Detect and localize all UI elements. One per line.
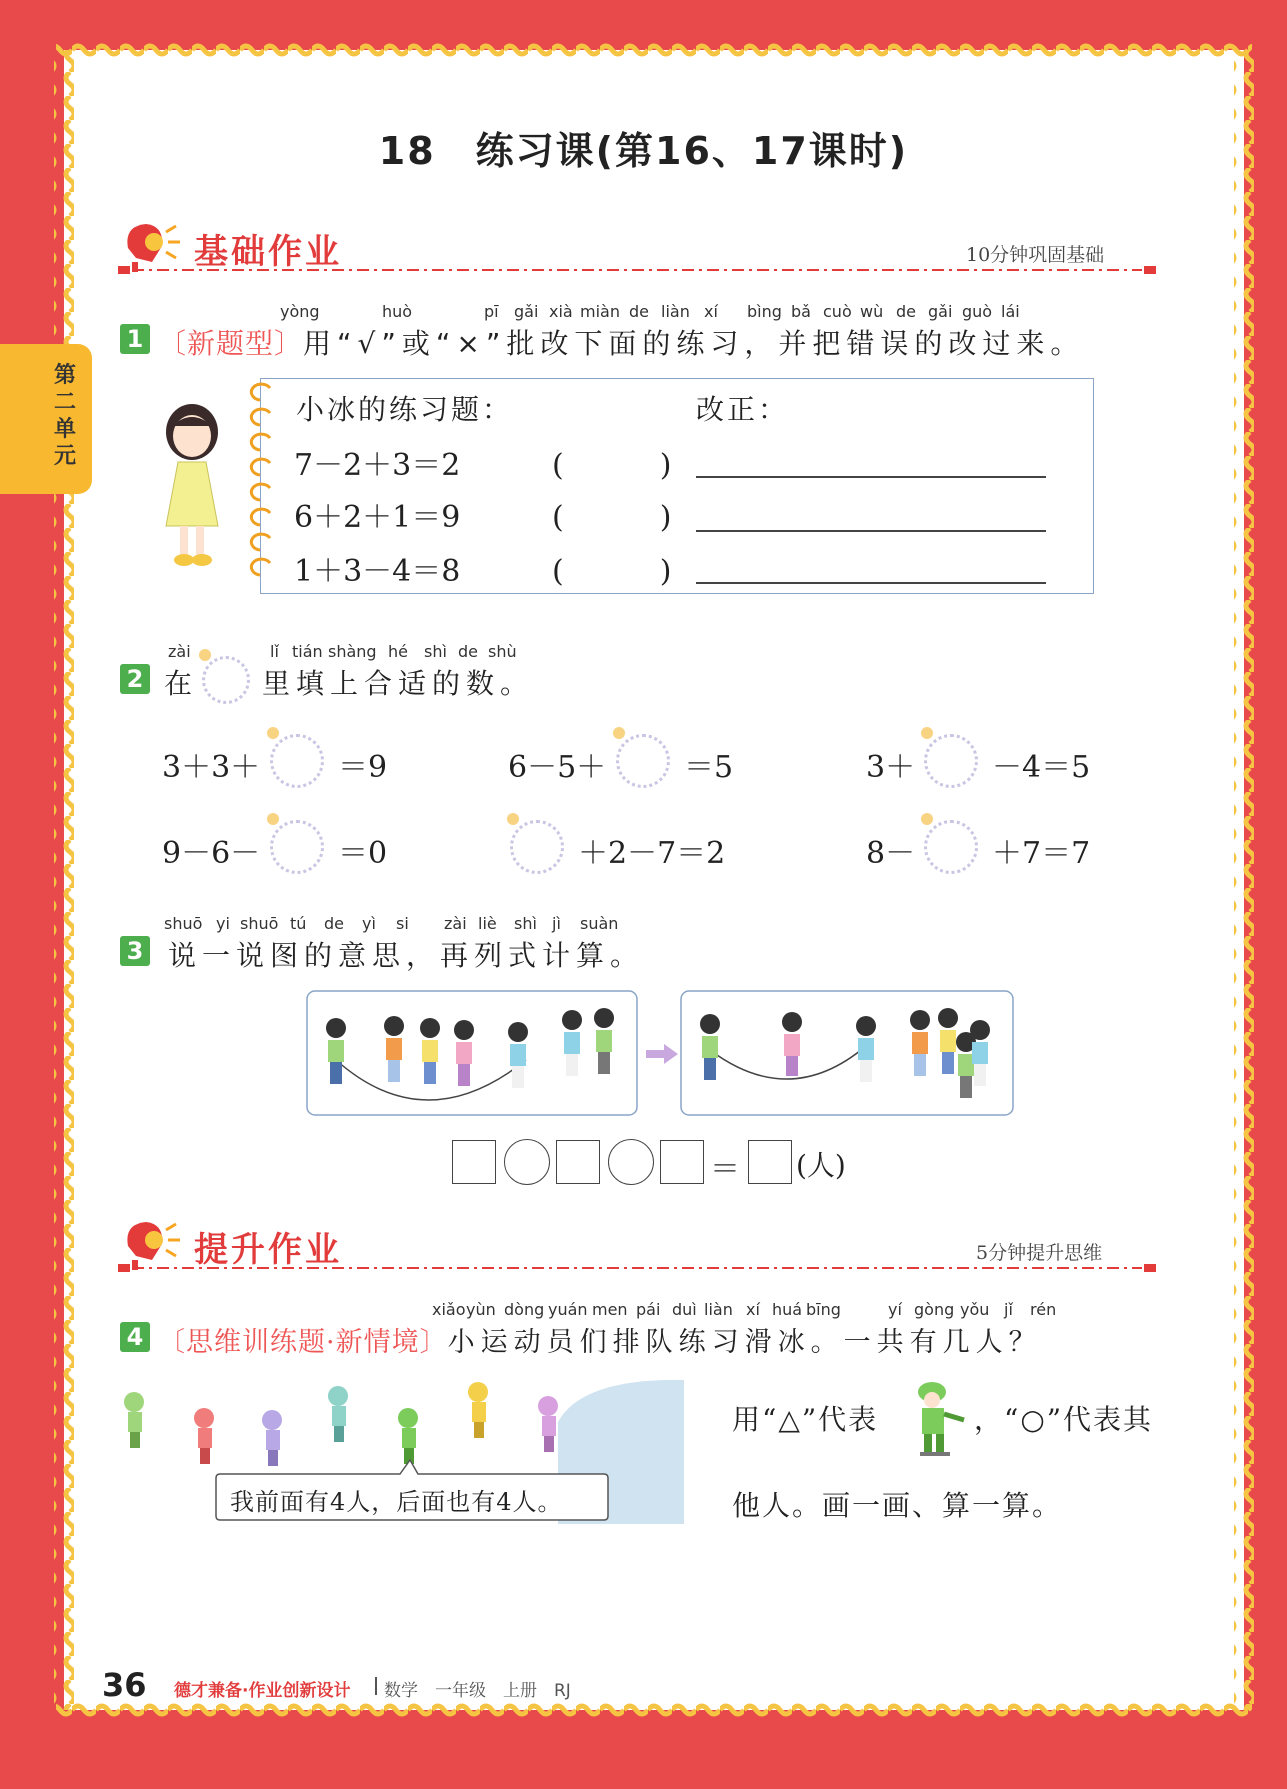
pinyin-yi: yi xyxy=(216,914,230,933)
pinyin-lai: lái xyxy=(1001,302,1020,321)
pinyin-tu: tú xyxy=(290,914,307,933)
question-body: 用“√”或“×”批改下面的练习，并把错误的改过来。 xyxy=(303,327,1085,360)
question-body: 小运动员们排队练习滑冰。一共有几人？ xyxy=(447,1327,1042,1358)
operator-circle-2[interactable] xyxy=(608,1139,654,1185)
hint-text-part1: 用“△”代表 xyxy=(732,1403,879,1436)
pinyin-xia: xià xyxy=(549,302,573,321)
section-divider xyxy=(118,264,1160,276)
check-paren-3[interactable]: ( ) xyxy=(552,554,684,589)
equation-right-4: ＝0 xyxy=(338,836,388,871)
equation-left-6: 8－ xyxy=(866,836,916,871)
pinyin-gai: gǎi xyxy=(514,302,539,321)
jump-rope-picture-before xyxy=(306,990,638,1116)
pinyin-shuo: shuō xyxy=(164,914,203,933)
pinyin-li: lǐ xyxy=(270,642,279,661)
unit-tab-label: 第二单元 xyxy=(54,363,77,469)
pinyin-zai: zài xyxy=(168,642,191,661)
lesson-title: 18 练习课(第16、17课时) xyxy=(378,129,909,173)
jump-rope-picture-after xyxy=(680,990,1014,1116)
pinyin-you: yǒu xyxy=(960,1300,990,1319)
card-title: 小冰的练习题： xyxy=(296,393,514,426)
pinyin-gong: gòng xyxy=(914,1300,955,1319)
check-paren-1[interactable]: ( ) xyxy=(552,448,684,483)
pinyin-lie: liè xyxy=(478,914,497,933)
answer-circle-5[interactable] xyxy=(510,820,564,874)
pinyin-cuo: cuò xyxy=(823,302,852,321)
pinyin-he: hé xyxy=(388,642,408,661)
question-number: 3 xyxy=(120,936,150,966)
pinyin-huo: huò xyxy=(382,302,413,321)
pinyin-lian: liàn xyxy=(704,1300,733,1319)
pinyin-de: de xyxy=(324,914,344,933)
pinyin-ji: jǐ xyxy=(1004,1300,1013,1319)
check-paren-2[interactable]: ( ) xyxy=(552,500,684,535)
equals-sign: ＝ xyxy=(710,1152,740,1187)
correction-line-1[interactable] xyxy=(696,476,1046,478)
footer-divider xyxy=(375,1677,377,1695)
pinyin-ji: jì xyxy=(552,914,561,933)
practice-expression-2: 6＋2＋1＝9 xyxy=(294,500,461,535)
answer-circle-1[interactable] xyxy=(270,734,324,788)
pinyin-tian: tián xyxy=(292,642,323,661)
question-tag: 〔思维训练题·新情境〕 xyxy=(158,1327,448,1358)
equation-right-6: ＋7＝7 xyxy=(992,836,1091,871)
answer-circle-4[interactable] xyxy=(270,820,324,874)
operator-circle-1[interactable] xyxy=(504,1139,550,1185)
question-number: 1 xyxy=(120,324,150,354)
pinyin-yong: yòng xyxy=(280,302,320,321)
pinyin-pai: pái xyxy=(636,1300,661,1319)
equation-right-3: －4＝5 xyxy=(992,750,1091,785)
pinyin-dong: dòng xyxy=(504,1300,545,1319)
pinyin-suan: suàn xyxy=(580,914,619,933)
hint-text-line2: 他人。画一画、算一算。 xyxy=(732,1489,1063,1522)
answer-box-result[interactable] xyxy=(748,1140,792,1184)
pinyin-men: men xyxy=(592,1300,628,1319)
question-text xyxy=(158,322,1084,362)
pinyin-bing: bīng xyxy=(806,1300,841,1319)
pinyin-si: si xyxy=(396,914,409,933)
question-text-after: 里填上合适的数。 xyxy=(262,667,535,700)
answer-circle-2[interactable] xyxy=(616,734,670,788)
answer-circle-6[interactable] xyxy=(924,820,978,874)
pinyin-ba: bǎ xyxy=(791,302,811,321)
pinyin-wu: wù xyxy=(860,302,884,321)
correction-line-3[interactable] xyxy=(696,582,1046,584)
pinyin-xiao: xiǎo xyxy=(432,1300,466,1319)
pinyin-pi: pī xyxy=(484,302,499,321)
equation-left-3: 3＋ xyxy=(866,750,916,785)
sample-circle xyxy=(202,656,250,704)
speech-bubble-text: 我前面有4人，后面也有4人。 xyxy=(230,1488,563,1516)
pinyin-shuo-2: shuō xyxy=(240,914,279,933)
arrow-icon xyxy=(644,1042,680,1066)
pinyin-shi: shì xyxy=(514,914,537,933)
pinyin-de: de xyxy=(458,642,478,661)
section-title-advanced: 提升作业 xyxy=(194,1230,342,1270)
answer-box-2[interactable] xyxy=(556,1140,600,1184)
skater-icon xyxy=(904,1380,976,1458)
pinyin-shi: shì xyxy=(424,642,447,661)
practice-expression-1: 7－2＋3＝2 xyxy=(294,448,461,483)
page-number: 36 xyxy=(102,1666,147,1704)
correction-line-2[interactable] xyxy=(696,530,1046,532)
pinyin-de-2: de xyxy=(896,302,916,321)
pinyin-shang: shàng xyxy=(328,642,377,661)
footer-info: 数学 一年级 上册 RJ xyxy=(384,1681,571,1701)
pinyin-yun: yùn xyxy=(466,1300,496,1319)
question-text-before: 在 xyxy=(164,667,199,700)
answer-box-3[interactable] xyxy=(660,1140,704,1184)
pinyin-lian: liàn xyxy=(661,302,690,321)
spiral-binding xyxy=(244,382,280,592)
card-correction-label: 改正： xyxy=(696,393,790,426)
pinyin-xi: xí xyxy=(704,302,718,321)
pinyin-mian: miàn xyxy=(580,302,620,321)
question-tag: 〔新题型〕 xyxy=(158,327,304,360)
section-title-basic: 基础作业 xyxy=(194,232,342,272)
equation-right-5: ＋2－7＝2 xyxy=(578,836,726,871)
equation-left-1: 3＋3＋ xyxy=(162,750,261,785)
pinyin-yuan: yuán xyxy=(548,1300,588,1319)
hint-text-part2: ，“○”代表其 xyxy=(974,1403,1154,1436)
answer-circle-3[interactable] xyxy=(924,734,978,788)
section-divider xyxy=(118,1262,1160,1274)
pinyin-shu: shù xyxy=(488,642,517,661)
pinyin-ren: rén xyxy=(1030,1300,1057,1319)
question-number: 4 xyxy=(120,1322,150,1352)
pinyin-yi: yí xyxy=(888,1300,902,1319)
pinyin-bing: bìng xyxy=(747,302,782,321)
girl-illustration xyxy=(150,398,234,578)
pinyin-zai: zài xyxy=(444,914,467,933)
pinyin-dui: duì xyxy=(672,1300,697,1319)
answer-box-1[interactable] xyxy=(452,1140,496,1184)
pinyin-hua: huá xyxy=(772,1300,803,1319)
question-number: 2 xyxy=(120,664,150,694)
equation-right-1: ＝9 xyxy=(338,750,388,785)
question-text: 说一说图的意思，再列式计算。 xyxy=(168,939,645,972)
pinyin-yi-2: yì xyxy=(362,914,376,933)
pinyin-xi: xí xyxy=(746,1300,760,1319)
pinyin-guo: guò xyxy=(962,302,993,321)
section-subtitle-basic: 10分钟巩固基础 xyxy=(966,244,1105,266)
equation-left-2: 6－5＋ xyxy=(508,750,607,785)
question-text xyxy=(158,1320,1042,1359)
practice-expression-3: 1＋3－4＝8 xyxy=(294,554,461,589)
pinyin-gai-2: gǎi xyxy=(928,302,953,321)
section-subtitle-advanced: 5分钟提升思维 xyxy=(976,1242,1103,1264)
equation-left-4: 9－6－ xyxy=(162,836,261,871)
footer-brand: 德才兼备·作业创新设计 xyxy=(174,1681,351,1701)
unit-side-tab xyxy=(0,344,92,494)
equation-right-2: ＝5 xyxy=(684,750,734,785)
unit-label: (人) xyxy=(796,1149,846,1182)
pinyin-de: de xyxy=(629,302,649,321)
